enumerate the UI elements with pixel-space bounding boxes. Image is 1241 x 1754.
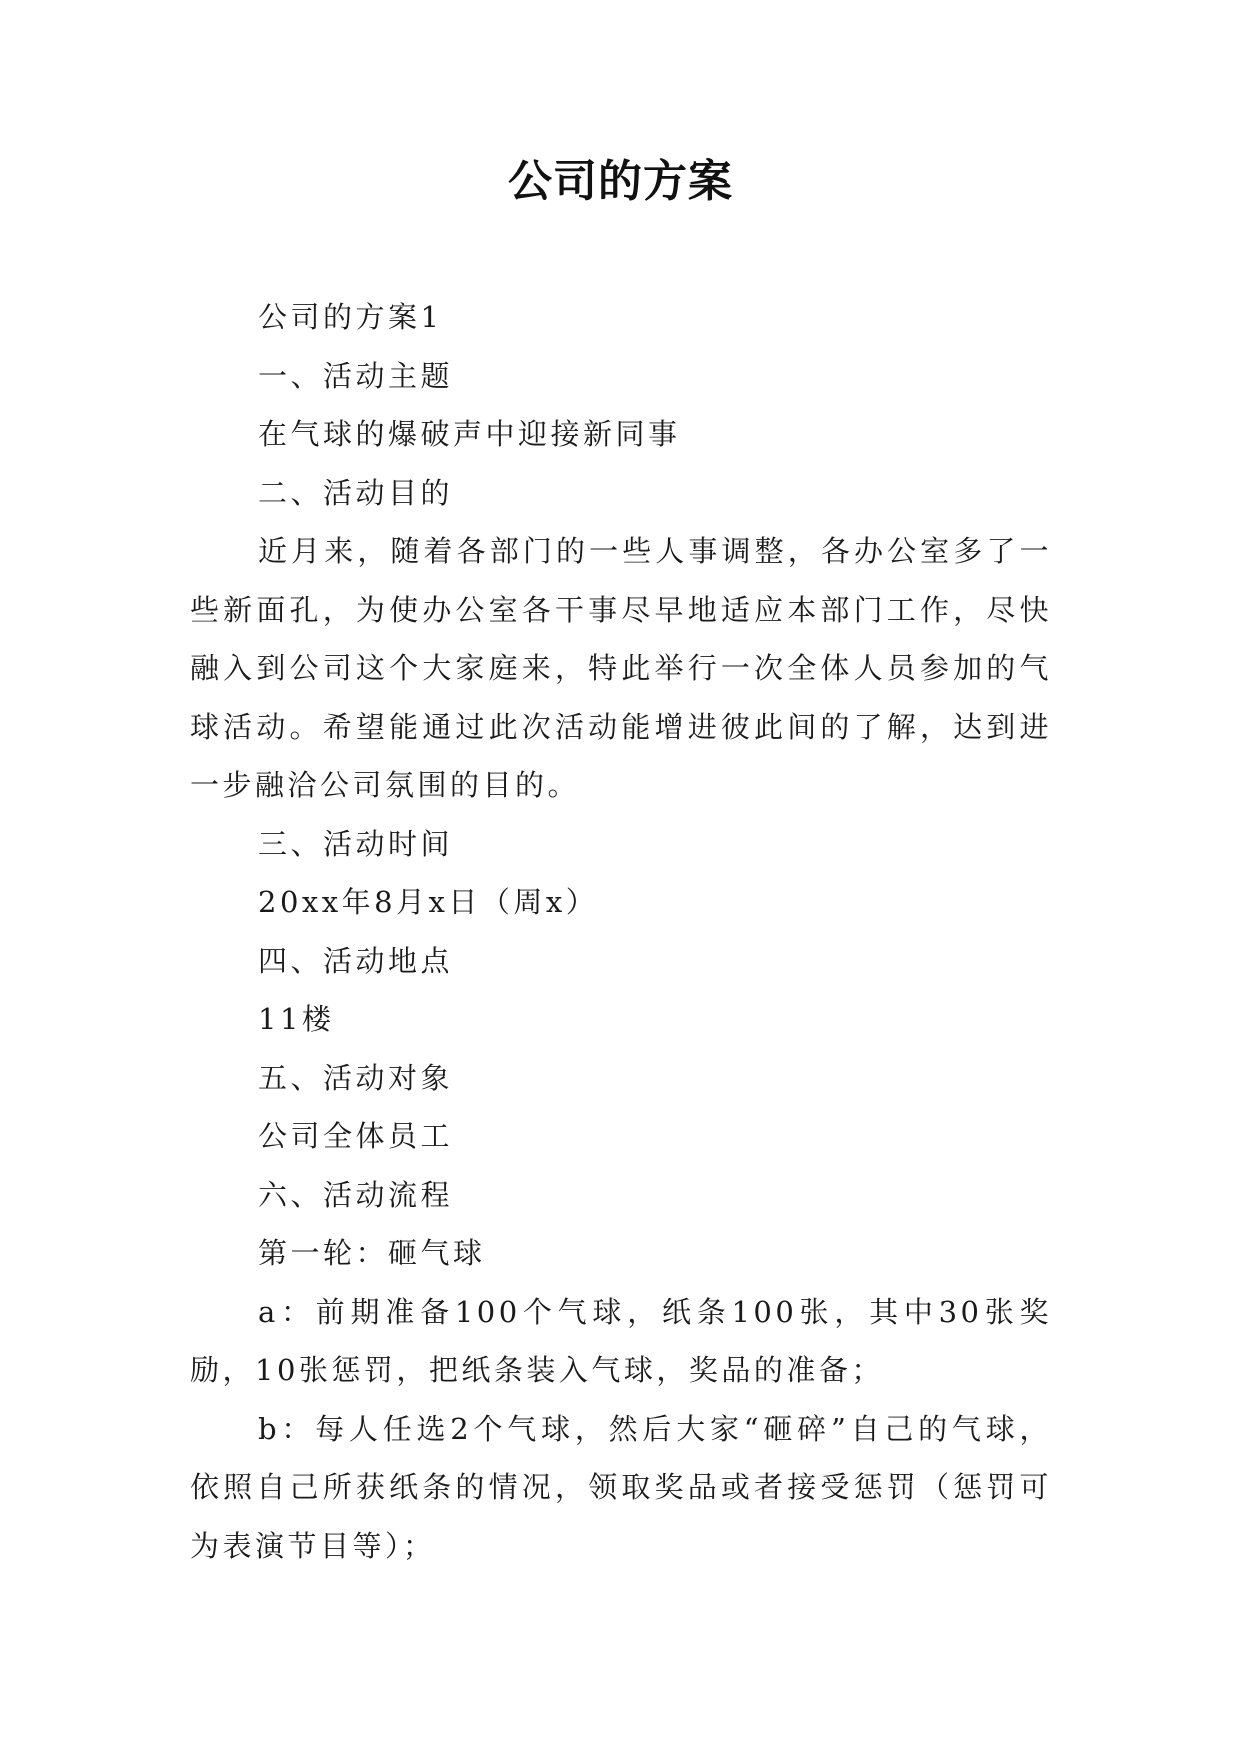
paragraph-section-heading: 五、活动对象	[258, 1060, 454, 1095]
paragraph-section-heading: 六、活动流程	[258, 1177, 454, 1212]
paragraph-round-heading: 第一轮：砸气球	[258, 1236, 486, 1270]
paragraph-section-heading: 二、活动目的	[258, 475, 454, 510]
paragraph-audience: 公司全体员工	[258, 1119, 454, 1153]
paragraph-location: 11楼	[258, 1002, 335, 1036]
paragraph-purpose: 近月来，随着各部门的一些人事调整，各办公室多了一些新面孔，为使办公室各干事尽早地适应本部门工作，尽快融入到公司这个大家庭来，特此举行一次全体人员参加的气球活动。希望能通过此次活动能增进彼此间的了解，达到进一步融洽公司氛围的目的。	[190, 534, 1052, 802]
paragraph-heading: 公司的方案1	[258, 300, 443, 334]
document-body	[190, 288, 1052, 1575]
paragraph-section-heading: 三、活动时间	[258, 826, 454, 861]
document-title: 公司的方案	[508, 156, 733, 207]
paragraph-section-heading: 一、活动主题	[258, 358, 454, 393]
paragraph-step-b: b：每人任选2个气球，然后大家“砸碎”自己的气球，依照自己所获纸条的情况，领取奖品或者接受惩罚（惩罚可为表演节目等）；	[190, 1411, 1052, 1563]
paragraph-step-a: a：前期准备100个气球，纸条100张，其中30张奖励，10张惩罚，把纸条装入气球，奖品的准备；	[190, 1294, 1052, 1387]
paragraph-section-heading: 四、活动地点	[258, 943, 454, 978]
paragraph-theme: 在气球的爆破声中迎接新同事	[258, 417, 681, 451]
paragraph-time: 20xx年8月x日（周x）	[258, 885, 599, 919]
